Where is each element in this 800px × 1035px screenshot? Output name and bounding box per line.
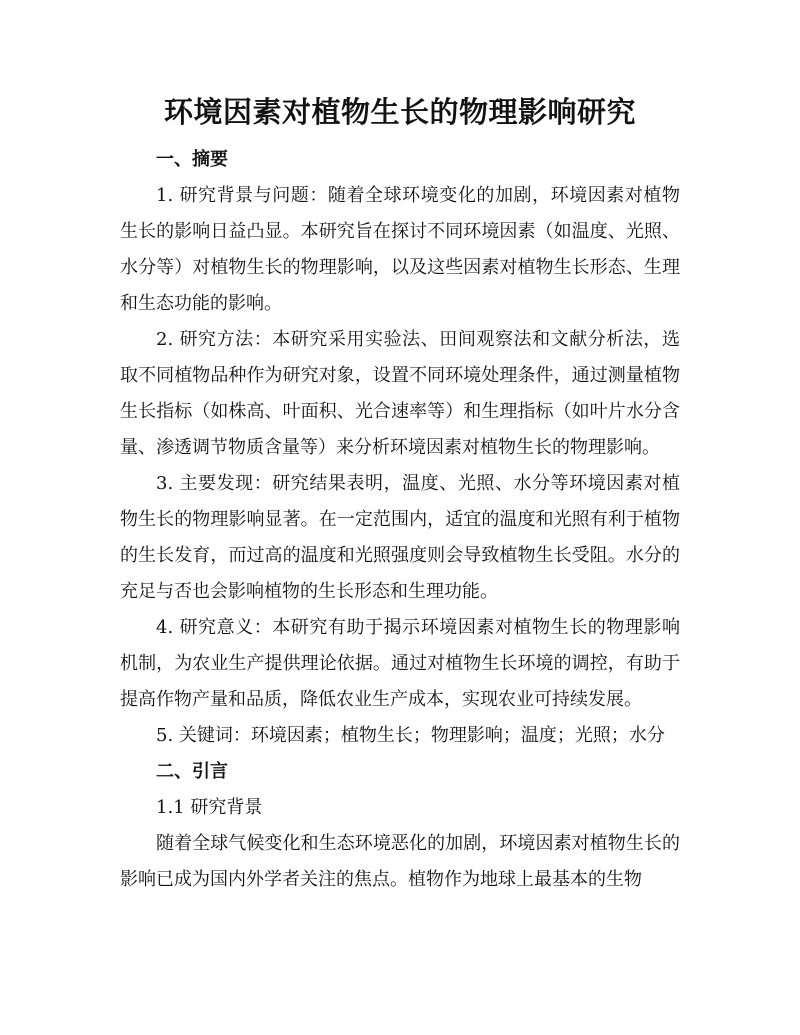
abstract-item-3: 3. 主要发现：研究结果表明，温度、光照、水分等环境因素对植物生长的物理影响显著。在一定范围内，适宜的温度和光照有利于植物的生长发育，而过高的温度和光照强度则会导致植物生长受阻。水分的充足与否也会影响植物的生长形态和生理功能。: [120, 473, 680, 602]
abstract-item-4: 4. 研究意义：本研究有助于揭示环境因素对植物生长的物理影响机制，为农业生产提供理论依据。通过对植物生长环境的调控，有助于提高作物产量和品质，降低农业生产成本，实现农业可持续发展。: [120, 617, 680, 710]
intro-subheading: 1.1 研究背景: [156, 797, 263, 818]
document-title: 环境因素对植物生长的物理影响研究: [163, 95, 636, 129]
abstract-heading: 一、摘要: [156, 149, 228, 170]
document-body: [120, 142, 680, 898]
intro-heading: 二、引言: [156, 761, 228, 782]
intro-paragraph: 随着全球气候变化和生态环境恶化的加剧，环境因素对植物生长的影响已成为国内外学者关注的焦点。植物作为地球上最基本的生物: [120, 833, 680, 890]
abstract-keywords: 5. 关键词：环境因素；植物生长；物理影响；温度；光照；水分: [156, 725, 665, 746]
abstract-item-2: 2. 研究方法：本研究采用实验法、田间观察法和文献分析法，选取不同植物品种作为研究对象，设置不同环境处理条件，通过测量植物生长指标（如株高、叶面积、光合速率等）和生理指标（如叶片水分含量、渗透调节物质含量等）来分析环境因素对植物生长的物理影响。: [120, 329, 680, 458]
abstract-item-1: 1. 研究背景与问题：随着全球环境变化的加剧，环境因素对植物生长的影响日益凸显。本研究旨在探讨不同环境因素（如温度、光照、水分等）对植物生长的物理影响，以及这些因素对植物生长形态、生理和生态功能的影响。: [120, 185, 680, 314]
